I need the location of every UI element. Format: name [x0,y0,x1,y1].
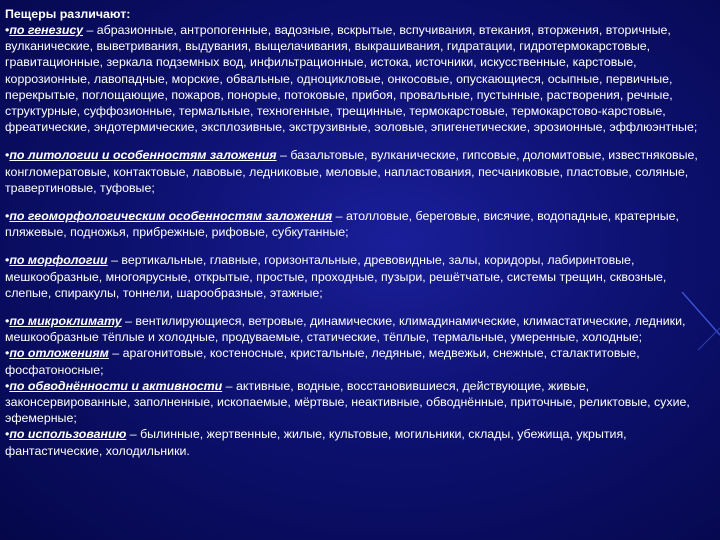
item-lead: по геоморфологическим особенностям заложения [9,209,333,224]
bullet: • [5,378,10,393]
item-lead: по генезису [9,23,84,37]
item-microclimate [5,313,710,345]
item-lead: по литологии и особенностям заложения [9,148,277,163]
item-text: – атолловые, береговые, висячие, водопадные, кратерные, пляжевые, подножья, прибрежные, рифовые, субкутанные; [5,209,679,240]
bullet: • [5,23,10,37]
item-text: – былинные, жертвенные, жилые, культовые, могильники, склады, убежища, укрытия, фантастические, холодильники. [5,427,627,458]
heading: Пещеры различают: [5,7,131,21]
item-geomorphology [5,208,710,240]
item-morphology [5,252,710,301]
item-text: – вентилирующиеся, ветровые, динамические, климадинамические, климастатические, ледники, мешкообразные тёплые и холодные, продуваемые, статические, тёплые, термальные, умеренные, холодные; [5,314,686,345]
item-lead: по микроклимату [9,314,122,329]
bullet: • [5,346,10,361]
item-lead: по отложениям [9,346,109,361]
item-genesis [5,22,710,135]
item-text: – базальтовые, вулканические, гипсовые, доломитовые, известняковые, конгломератовые, контактовые, лавовые, ледниковые, меловые, напластования, песчаниковые, пластовые, соляные, травертиновые, туфовые; [5,148,698,195]
bullet: • [5,148,10,163]
item-lead: по использованию [9,427,127,442]
item-water-activity [5,378,710,427]
item-text: – арагонитовые, костеносные, кристальные, ледяные, медвежьи, снежные, сталактитовые, фосфатоносные; [5,346,640,377]
item-lead: по морфологии [9,253,108,268]
bullet: • [5,253,10,268]
bullet: • [5,314,10,329]
decorative-lines [680,290,720,370]
slide-content [5,6,710,459]
item-text: – активные, водные, восстановившиеся, действующие, живые, законсервированные, заполненные, ископаемые, мёртвые, неактивные, обводнённые, приточные, реликтовые, сухие, эфемерные; [5,378,690,426]
item-deposits [5,345,710,377]
item-text: – вертикальные, главные, горизонтальные, древовидные, залы, коридоры, лабиринтовые, мешкообразные, многоярусные, открытые, простые, проходные, пузыри, решётчатые, системы трещин, сквозные, слепые, спиракулы, тоннели, шарообразные, этажные; [5,253,667,300]
item-lead: по обводнённости и активности [9,378,223,393]
item-usage [5,426,710,458]
bullet: • [5,209,10,224]
item-text: – абразионные, антропогенные, вадозные, вскрытые, вспучивания, втекания, вторжения, вторичные, вулканические, выветривания, выдувания, выщелачивания, выкрашивания, гидратации, гидротермокарстовые, гравитационные, зеркала подземных вод, инфильтрационные, истока, источники, искусственные, карстовые, коррозионные, лавопадные, морские, обвальные, одноцикловые, онкосовые, опускающиеся, осыпные, первичные, перекрытые, поглощающие, пожаров, понорые, потоковые, прибоя, провальные, пустынные, растворения, речные, структурные, суффозионные, термальные, техногенные, трещинные, термокарстовые, термокарстово-карстовые, фреатические, эндотермические, эксплозивные, экструзивные, эоловые, эпигенетические, эрозионные, эффлюэнтные; [5,23,698,135]
bullet: • [5,427,10,442]
item-lithology [5,147,710,196]
